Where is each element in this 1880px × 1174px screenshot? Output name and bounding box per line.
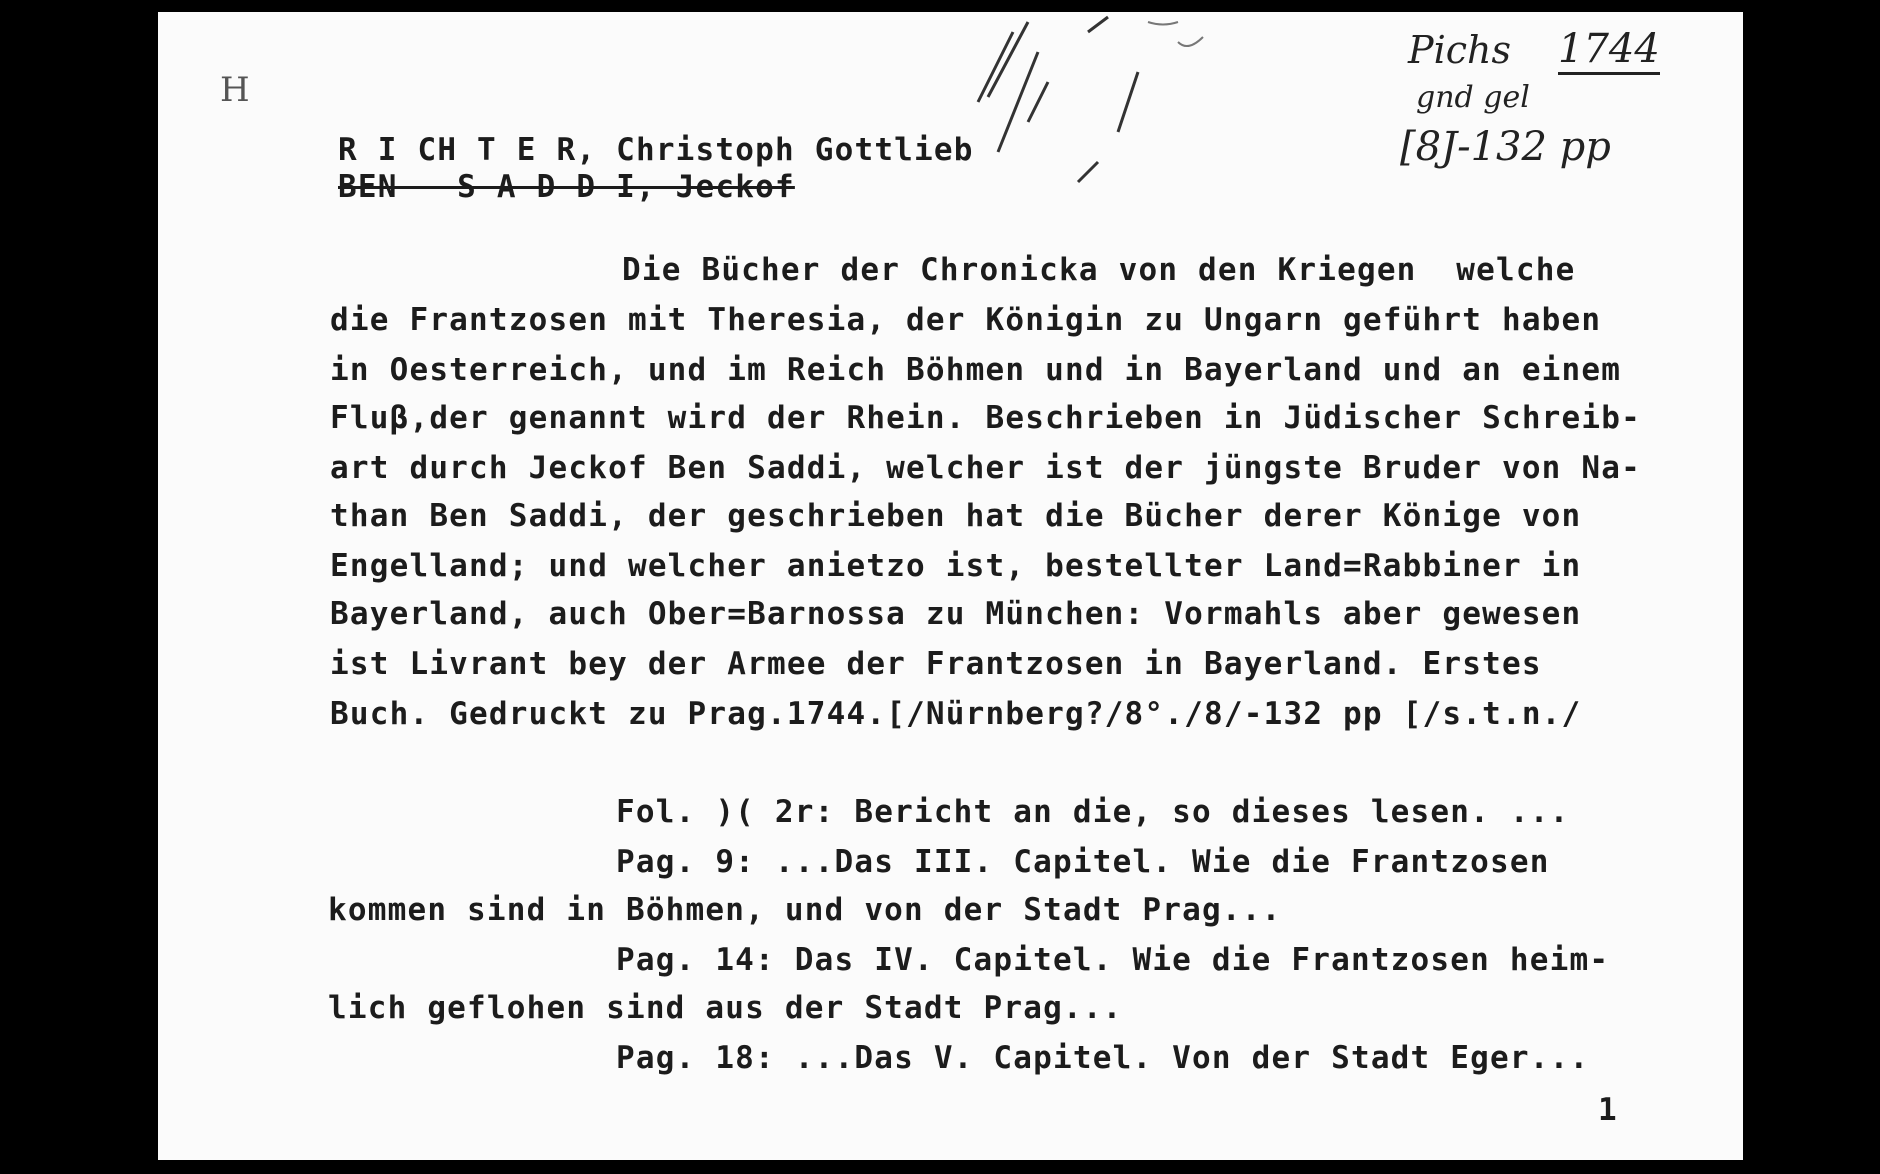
author-heading: R I CH T E R, Christoph Gottlieb [338, 132, 974, 168]
title-line-2: die Frantzosen mit Theresia, der Königin zu Ungarn geführt haben [330, 302, 1602, 338]
title-line-7: Engelland; und welcher anietzo ist, bestellter Land=Rabbiner in [330, 548, 1582, 584]
page-number: 1 [1598, 1092, 1618, 1128]
pseudonym-heading: BEN S A D D I, Jeckof [338, 169, 795, 205]
title-line-1: Die Bücher der Chronicka von den Kriegen welche [622, 252, 1576, 288]
title-line-5: art durch Jeckof Ben Saddi, welcher ist der jüngste Bruder von Na- [330, 450, 1641, 486]
catalog-card [158, 12, 1743, 1160]
title-line-6: than Ben Saddi, der geschrieben hat die Bücher derer Könige von [330, 498, 1582, 534]
note-line-2: Pag. 9: ...Das III. Capitel. Wie die Frantzosen [616, 844, 1550, 880]
title-line-8: Bayerland, auch Ober=Barnossa zu München: Vormahls aber gewesen [330, 596, 1582, 632]
note-line-1: Fol. )( 2r: Bericht an die, so dieses lesen. ... [616, 794, 1570, 830]
imprint-line: Buch. Gedruckt zu Prag.1744.[/Nürnberg?/8°./8/-132 pp [/s.t.n./ [330, 696, 1582, 732]
handwritten-note-2: gnd gel [1416, 80, 1530, 115]
title-line-9: ist Livrant bey der Armee der Frantzosen in Bayerland. Erstes [330, 646, 1542, 682]
title-line-4: Fluβ,der genannt wird der Rhein. Beschrieben in Jüdischer Schreib- [330, 400, 1641, 436]
note-line-4: Pag. 14: Das IV. Capitel. Wie die Frantzosen heim- [616, 942, 1610, 978]
title-line-3: in Oesterreich, und im Reich Böhmen und in Bayerland und an einem [330, 352, 1622, 388]
note-line-6: Pag. 18: ...Das V. Capitel. Von der Stadt Eger... [616, 1040, 1590, 1076]
handwritten-note-3: [8J-132 pp [1400, 124, 1611, 170]
margin-mark: H [220, 70, 250, 110]
handwritten-note-1: Pichs [1408, 28, 1511, 72]
handwritten-year: 1744 [1558, 26, 1660, 75]
ink-smudge-scribble [938, 12, 1258, 202]
note-line-5: lich geflohen sind aus der Stadt Prag... [328, 990, 1123, 1026]
note-line-3: kommen sind in Böhmen, und von der Stadt Prag... [328, 892, 1282, 928]
